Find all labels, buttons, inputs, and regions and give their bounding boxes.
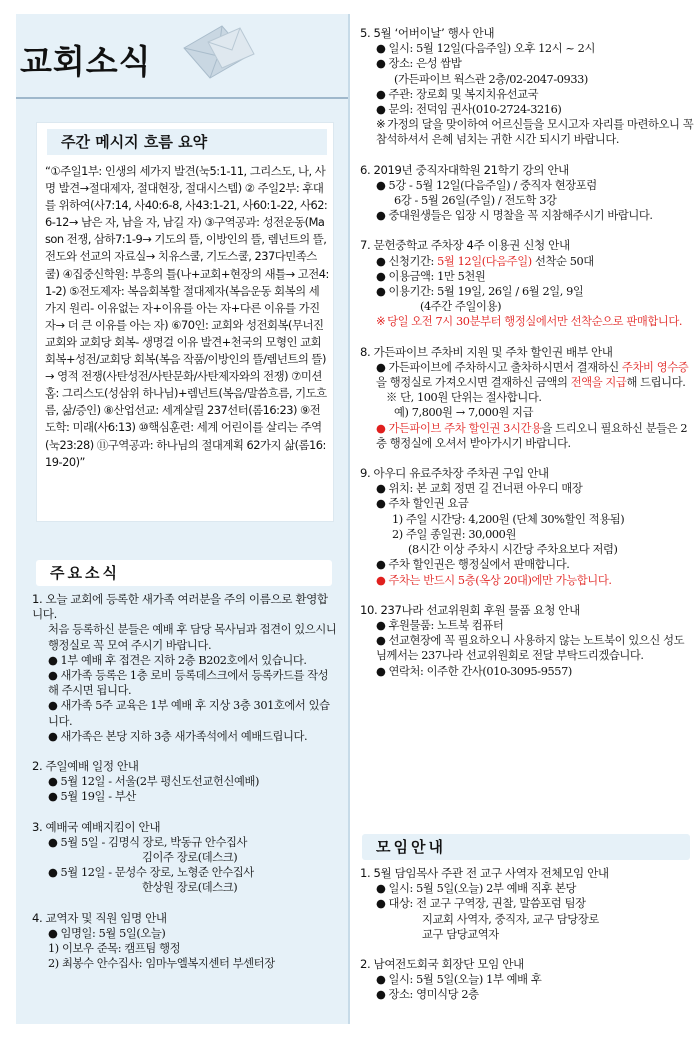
news-3-sub-1: 김이주 장로(데스크) [142, 851, 238, 865]
meeting-2-head: 2. 남여전도회국 회장단 모임 안내 [360, 957, 524, 972]
news-1-bullet-4: ● 새가족은 본당 지하 3층 새가족석에서 예배드립니다. [32, 729, 338, 744]
news-5-host: ● 주관: 장로회 및 복지치유선교국 [360, 87, 694, 102]
news-1-bullet-2: ● 새가족 등록은 1층 로비 등록데스크에서 등록카드를 작성해 주시면 됩니다. [32, 668, 338, 698]
news-5-head: 5. 5월 ‘어버이날’ 행사 안내 [360, 26, 495, 40]
news-2-head: 2. 주일예배 일정 안내 [32, 759, 139, 774]
summary-box [36, 122, 334, 522]
news-7-head: 7. 문헌중학교 주차장 4주 이용권 신청 안내 [360, 238, 570, 253]
summary-title: 주간 메시지 흐름 요약 [47, 129, 327, 155]
news-8-refund: ● 가든파이브에 주차하시고 출차하시면서 결재하신 주차비 영수증을 행정실로 가져오시면 결재하신 금액의 전액을 지급해 드립니다. [360, 360, 694, 390]
news-4-line-1: 1) 이보우 준목: 캠프팀 행정 [48, 942, 181, 956]
news-2-bullet-2: ● 5월 19일 - 부산 [32, 789, 338, 804]
news-10-request: ● 선교현장에 꼭 필요하오니 사용하지 않는 노트북이 있으신 성도님께서는 237나라 선교위원회로 전달 부탁드리겠습니다. [360, 633, 694, 663]
meeting-1-date: ● 일시: 5월 5일(오늘) 2부 예배 직후 본당 [360, 881, 694, 896]
news-8-coupon: ● 가든파이브 주차 할인권 3시간용을 드리오니 필요하신 분들은 2층 행정실에 오셔서 받아가시기 바랍니다. [360, 421, 694, 451]
summary-text: “①주일1부: 인생의 세가지 발견(눅5:1-11, 그리스도, 나, 사명 발견→절대제자, 절대현장, 절대시스템) ② 주일2부: 후대를 위하여(사7:14, 사40:6-8, 사43:1-21, 사60:1-22, 사62:6-12→ 남은 자, 남을 자, 남길 자) ③구역공과: 성전운동(Mason 전쟁, 삼하7:1-9→ 기도의 뜰, 이방인의 뜰, 렘넌트의 뜰, 전도와 선교의 자료실→ 치유스쿨, 기도스쿨, 237다민족스쿨) ④집중신학원: 부흥의 틀(나+교회+현장의 새틀→ 고전4:1-2) ⑤전도제자: 복음회복할 절대제자(복음운동 회복의 세가지 원리- 이유없는 자+이유를 아는 자+다른 이유를 가진 자→ 더 큰 이유를 아는 자) ⑥70인: 교회와 성전회복(무너진 교회와 교회당 회복- 생명걸 이유 발견+천국의 모형인 교회 회복+성전/교회당 회복(복음 작품/이방인의 뜰/렘넌트의 뜰)→ 영적 전쟁(사탄성전/사탄문화/사탄제자와의 전쟁) ⑦미션홈: 그리스도(성삼위 하나님)+렘넌트(복음/말씀흐름, 기도흐름, 삶/증인) ⑧산업선교: 세계살릴 237선터(롬16:23) ⑨전도학: 미래(사6:13) ⑩핵심훈련: 세계 어린이를 살리는 주역(눅23:28) ⑪구역공과: 하나님의 절대계획 62가지 삶(롬16:19-20)” [45, 164, 329, 469]
title-divider [16, 97, 348, 99]
news-4-bullet-1: ● 임명일: 5월 5일(오늘) [32, 926, 338, 941]
news-10-contact: ● 연락처: 이주한 간사(010-3095-9557) [360, 664, 694, 679]
news-9-sale: ● 주차 할인권은 행정실에서 판매합니다. [360, 557, 694, 572]
news-9-floor: ● 주차는 반드시 5층(옥상 20대)에만 가능합니다. [360, 573, 694, 588]
news-1-bullet-1: ● 1부 예배 후 접견은 지하 2층 B202호에서 있습니다. [32, 653, 338, 668]
news-7-price: ● 이용금액: 1만 5천원 [360, 269, 694, 284]
news-5-contact: ● 문의: 전덕임 권사(010-2724-3216) [360, 102, 694, 117]
news-7-apply: ● 신청기간: 5월 12일(다음주일) 선착순 50대 [360, 254, 694, 269]
meeting-2-date: ● 일시: 5월 5일(오늘) 1부 예배 후 [360, 972, 694, 987]
news-6-note: ● 중대원생들은 입장 시 명찰을 꼭 지참해주시기 바랍니다. [360, 208, 694, 223]
news-3-bullet-2: ● 5월 12일 - 문성수 장로, 노형준 안수집사 [32, 865, 338, 880]
news-9-fee-hourly: 1) 주일 시간당: 4,200원 (단체 30%할인 적용됨) [392, 512, 625, 526]
meeting-1-target-2: 지교회 사역자, 중직자, 교구 담당장로 [422, 912, 599, 926]
news-6-head: 6. 2019년 중직자대학원 21학기 강의 안내 [360, 162, 569, 177]
news-7-period-note: (4주간 주일이용) [420, 300, 502, 314]
news-6-lecture-5: ● 5강 - 5월 12일(다음주일) / 중직자 현장포럼 [360, 178, 694, 193]
meeting-1-target-3: 교구 담당교역자 [422, 927, 499, 941]
news-10-item: ● 후원물품: 노트북 컴퓨터 [360, 618, 694, 633]
meeting-2-place: ● 장소: 영미식당 2층 [360, 987, 694, 1002]
news-9-head: 9. 아우디 유료주차장 주차권 구입 안내 [360, 466, 549, 481]
news-4-head: 4. 교역자 및 직원 임명 안내 [32, 910, 167, 925]
news-8-head: 8. 가든파이브 주차비 지원 및 주차 할인권 배부 안내 [360, 344, 613, 359]
section-main-news: 주요소식 [36, 560, 332, 586]
news-7-period: ● 이용기간: 5월 19일, 26일 / 6월 2일, 9일 [360, 284, 694, 299]
news-9-fee-note: (8시간 이상 주차시 시간당 주차요보다 저렴) [408, 543, 618, 557]
news-5-place-detail: (가든파이브 웍스관 2층/02-2047-0933) [394, 72, 588, 86]
news-8-example: 예) 7,800원 → 7,000원 지급 [394, 406, 534, 420]
news-7-note: ※ 당일 오전 7시 30분부터 행정실에서만 선착순으로 판매합니다. [360, 314, 694, 329]
news-2-bullet-1: ● 5월 12일 - 서울(2부 평신도선교헌신예배) [32, 774, 338, 789]
news-1-head: 1. 오늘 교회에 등록한 새가족 여러분을 주의 이름으로 환영합니다. [32, 592, 328, 622]
meeting-1-target: ● 대상: 전 교구 구역장, 권찰, 말씀포럼 팀장 [360, 896, 694, 911]
envelope-icon [178, 18, 256, 88]
news-5-date: ● 일시: 5월 12일(다음주일) 오후 12시 ~ 2시 [360, 41, 694, 56]
news-1-line: 처음 등록하신 분들은 예배 후 담당 목사님과 접견이 있으시니 행정실로 꼭 모여 주시기 바랍니다. [48, 623, 337, 652]
page-title: 교회소식 [20, 42, 152, 81]
left-news-list [32, 592, 338, 971]
news-3-bullet-1: ● 5월 5일 - 김명식 장로, 박동규 안수집사 [32, 835, 338, 850]
news-10-head: 10. 237나라 선교위원회 후원 물품 요청 안내 [360, 602, 580, 617]
news-9-fee-daily: 2) 주일 종일권: 30,000원 [392, 527, 516, 541]
meeting-1-head: 1. 5월 담임목사 주관 전 교구 사역자 전체모임 안내 [360, 866, 609, 880]
news-4-line-2: 2) 최봉수 안수집사: 임마누엘복지센터 부센터장 [48, 957, 275, 971]
news-5-place: ● 장소: 은성 쌈밥 [360, 56, 694, 71]
news-3-sub-2: 한상원 장로(데스크) [142, 881, 238, 895]
news-3-head: 3. 예배국 예배지킴이 안내 [32, 819, 161, 834]
news-6-lecture-6: 6강 - 5월 26일(주일) / 전도학 3강 [394, 194, 557, 208]
news-9-fee-title: ● 주차 할인권 요금 [360, 496, 694, 511]
news-5-note: ※ 가정의 달을 맞이하여 어르신들을 모시고자 자리를 마련하오니 꼭 참석하셔서 은혜 넘치는 귀한 시간 되시기 바랍니다. [360, 117, 694, 147]
meetings-list [360, 866, 694, 1003]
news-8-rounding: ※ 단, 100원 단위는 절사합니다. [386, 391, 542, 405]
news-9-location: ● 위치: 본 교회 정면 길 건너편 아우디 매장 [360, 481, 694, 496]
section-meetings: 모임안내 [362, 834, 690, 860]
right-news-list [360, 26, 694, 679]
news-1-bullet-3: ● 새가족 5주 교육은 1부 예배 후 지상 3층 301호에서 있습니다. [32, 698, 338, 728]
